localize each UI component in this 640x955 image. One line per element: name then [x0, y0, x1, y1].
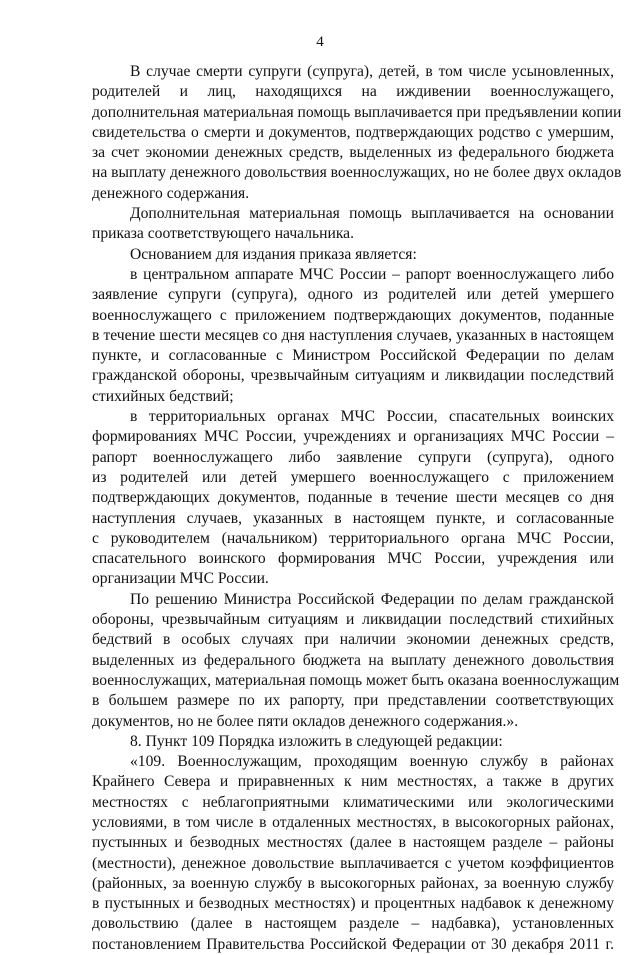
text-line: рапорт военнослужащего либо заявление супруги (супруга), одного	[92, 448, 614, 466]
text-line: условиями, в том числе в отдаленных местностях, в высокогорных районах,	[92, 813, 614, 831]
text-line: денежного содержания.	[92, 184, 250, 202]
text-line: По решению Министра Российской Федерации по делам гражданской	[130, 590, 614, 608]
text-line: в большем размере по их рапорту, при представлении соответствующих	[92, 692, 614, 710]
text-line: в пустынных и безводных местностях) и процентных надбавок к денежному	[92, 895, 614, 913]
text-line: формированиях МЧС России, учреждениях и организациях МЧС России –	[92, 428, 614, 446]
text-line: подтверждающих документов, поданные в течение шести месяцев со дня	[92, 489, 614, 507]
text-line: Крайнего Севера и приравненных к ним местностях, а также в других	[92, 773, 614, 791]
text-line: с руководителем (начальником) территориального органа МЧС России,	[92, 529, 614, 547]
text-line: (районных, за военную службу в высокогорных районах, за военную службу	[92, 874, 614, 892]
text-line: «109. Военнослужащим, проходящим военную службу в районах	[130, 753, 614, 771]
text-line: (местности), денежное довольствие выплачивается с учетом коэффициентов	[92, 854, 614, 872]
text-line: приказа соответствующего начальника.	[92, 225, 354, 243]
text-line: организации МЧС России.	[92, 570, 269, 588]
text-line: 8. Пункт 109 Порядка изложить в следующей редакции:	[130, 732, 503, 750]
text-line: Основанием для издания приказа является:	[130, 245, 417, 263]
text-line: бедствий в особых случаях при наличии экономии денежных средств,	[92, 631, 614, 649]
text-line: выделенных из федерального бюджета на выплату денежного довольствия	[92, 651, 614, 669]
text-line: обороны, чрезвычайным ситуациям и ликвидации последствий стихийных	[92, 611, 614, 629]
text-line: наступления случаев, указанных в настоящем пункте, и согласованные	[92, 509, 614, 527]
text-line: на выплату денежного довольствия военнослужащих, но не более двух окладов	[92, 164, 622, 182]
text-line: гражданской обороны, чрезвычайным ситуациям и ликвидации последствий	[92, 367, 614, 385]
text-line: военнослужащих, материальная помощь может быть оказана военнослужащим	[92, 671, 620, 689]
text-line: пустынных и безводных местностях (далее в настоящем разделе – районы	[92, 834, 614, 852]
text-line: В случае смерти супруги (супруга), детей, в том числе усыновленных,	[130, 63, 614, 80]
text-line: заявление супруги (супруга), одного из родителей или детей умершего	[92, 286, 614, 304]
text-line: довольствию (далее в настоящем разделе – надбавка), установленных	[92, 915, 614, 933]
text-line: в центральном аппарате МЧС России – рапорт военнослужащего либо	[130, 265, 614, 283]
text-line: свидетельства о смерти и документов, подтверждающих родство с умершим,	[92, 123, 614, 141]
text-line: в течение шести месяцев со дня наступления случаев, указанных в настоящем	[92, 326, 614, 344]
document-body	[92, 62, 622, 955]
text-line: родителей и лиц, находящихся на иждивении военнослужащего,	[92, 83, 614, 101]
text-line: стихийных бедствий;	[92, 387, 234, 405]
text-line: дополнительная материальная помощь выплачивается при предъявлении копии	[92, 103, 622, 121]
page-number: 4	[316, 34, 324, 50]
text-line: постановлением Правительства Российской Федерации от 30 декабря 2011 г.	[92, 935, 614, 953]
text-line: местностях с неблагоприятными климатическими или экологическими	[92, 793, 614, 811]
text-line: военнослужащего с приложением подтверждающих документов, поданные	[92, 306, 614, 324]
text-line: документов, но не более пяти окладов денежного содержания.».	[92, 712, 519, 730]
text-line: спасательного воинского формирования МЧС России, учреждения или	[92, 550, 614, 568]
text-line: за счет экономии денежных средств, выделенных из федерального бюджета	[92, 144, 614, 162]
text-line: пункте, и согласованные с Министром Российской Федерации по делам	[92, 347, 614, 365]
text-line: из родителей или детей умершего военнослужащего с приложением	[92, 468, 614, 486]
text-line: в территориальных органах МЧС России, спасательных воинских	[130, 408, 614, 426]
text-line: Дополнительная материальная помощь выплачивается на основании	[130, 205, 614, 223]
